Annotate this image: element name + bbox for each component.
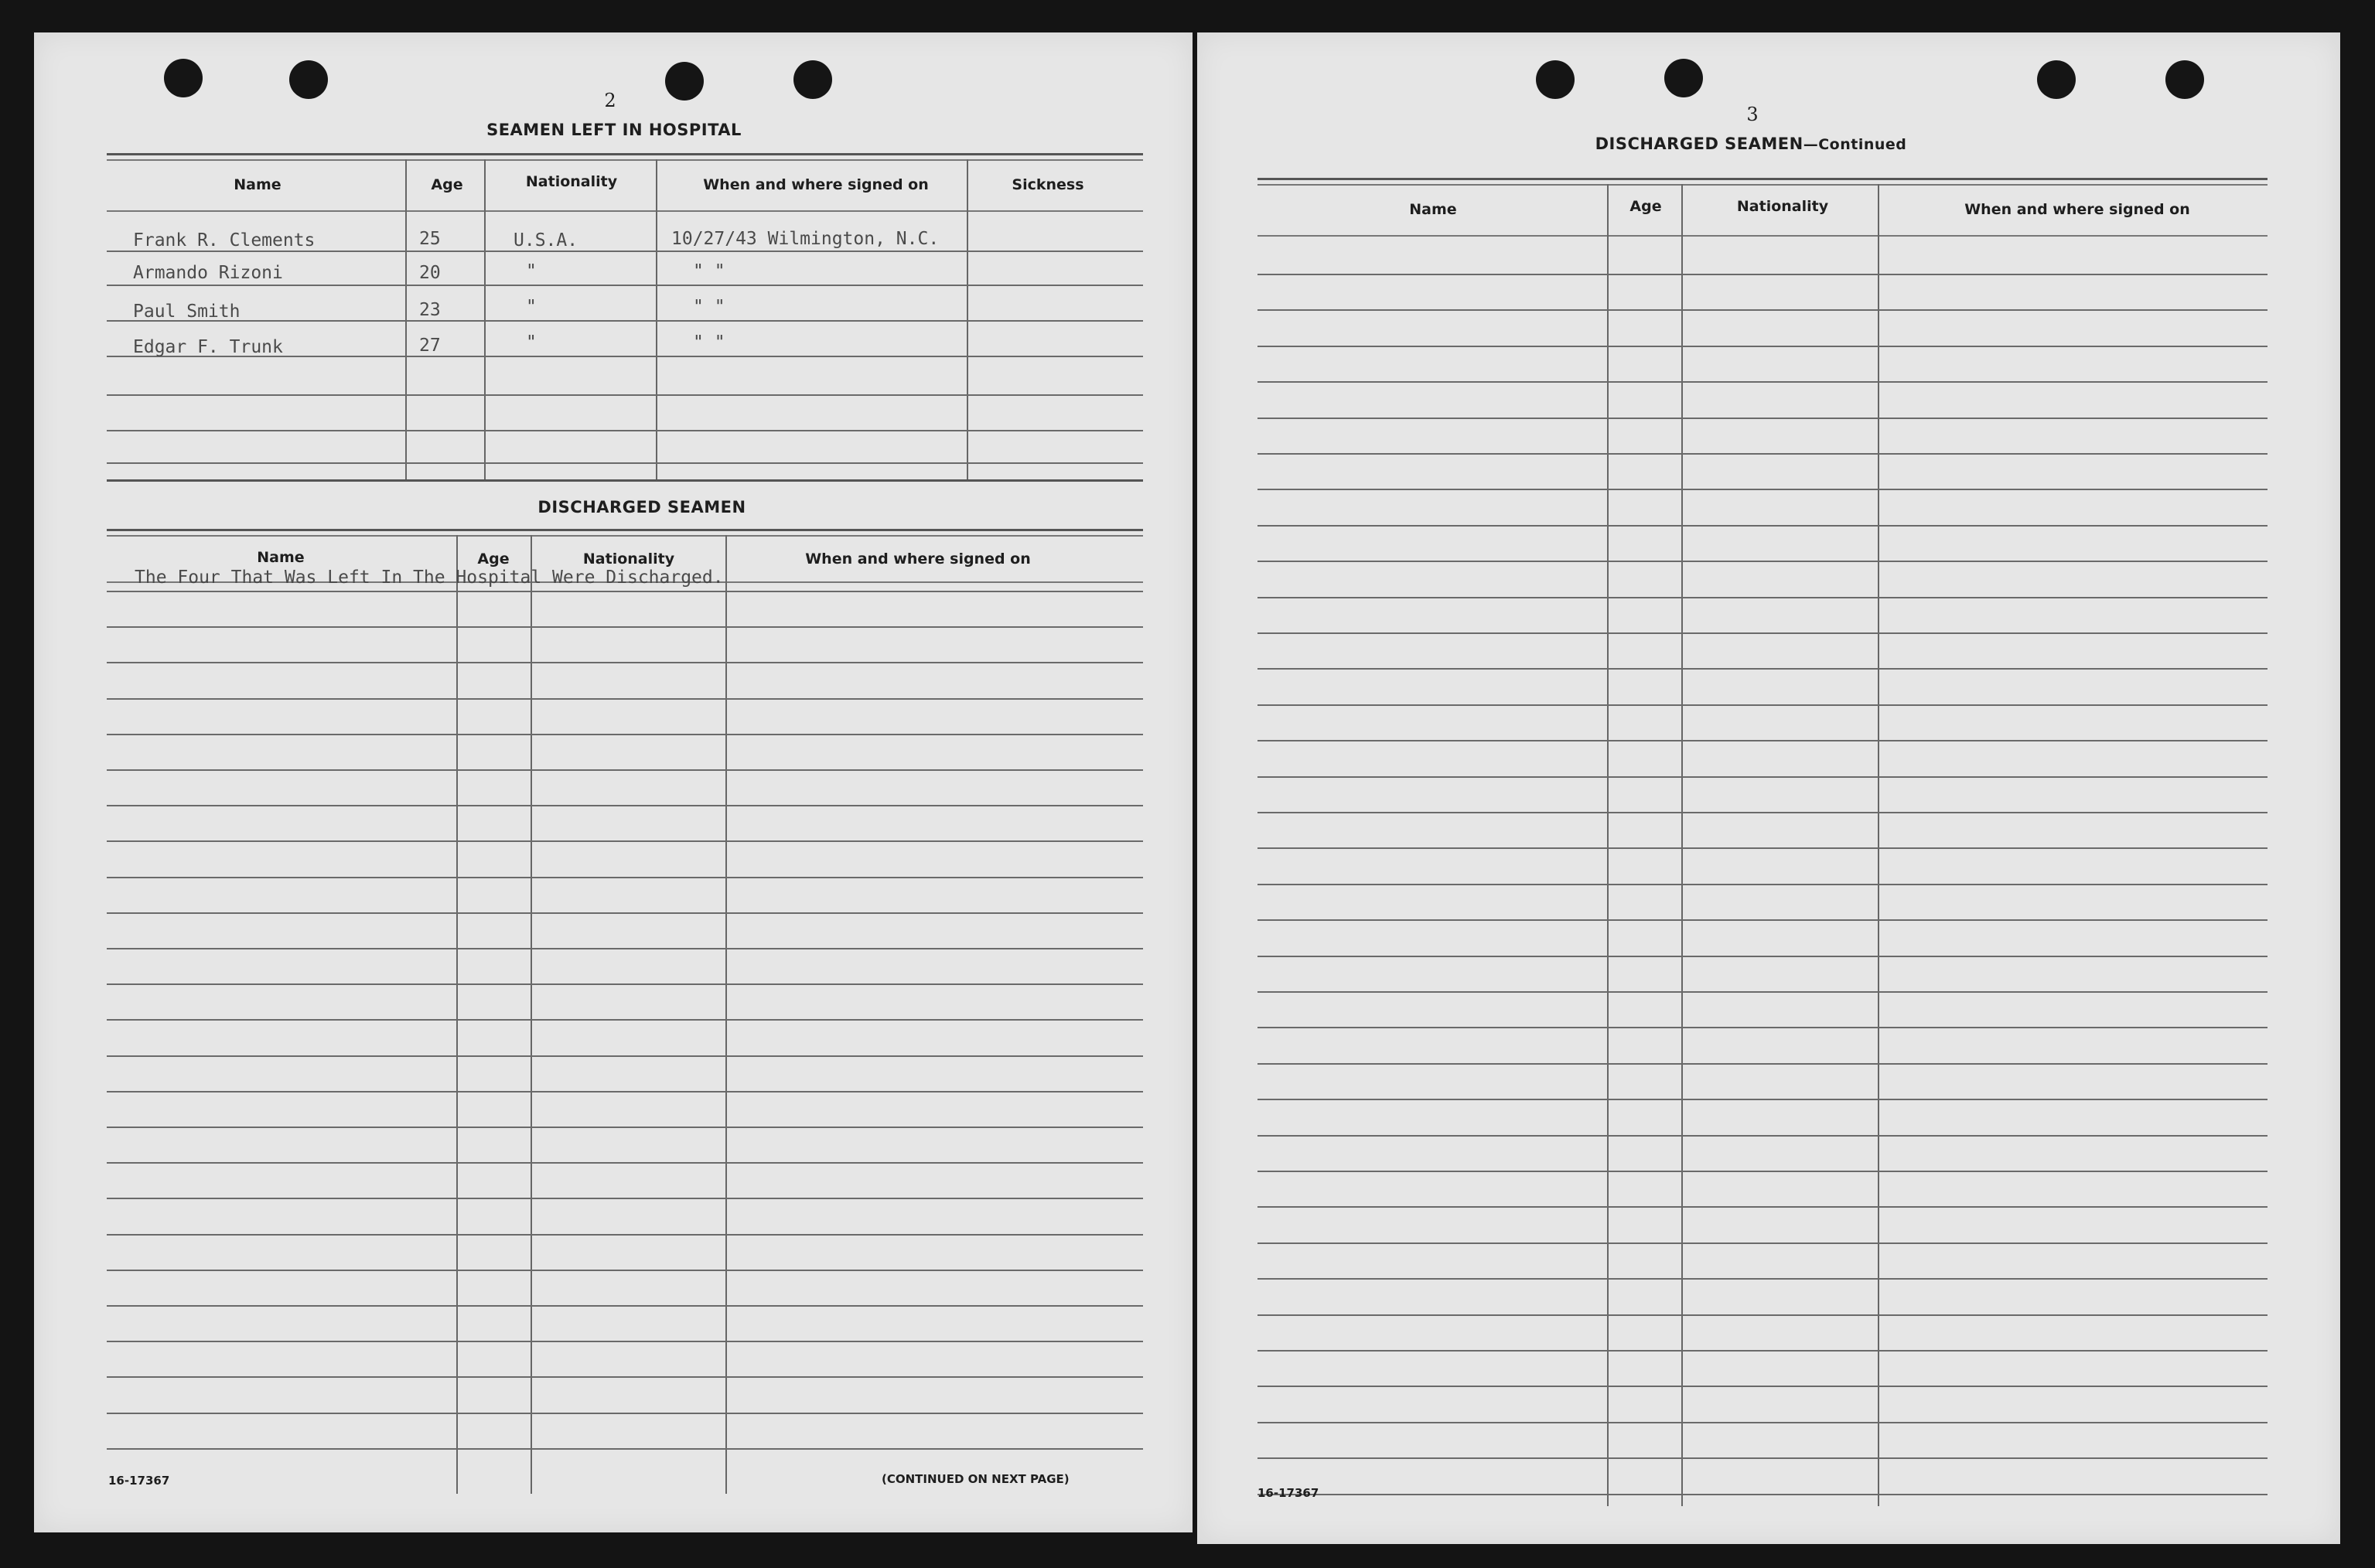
- seaman-nationality: ": [526, 261, 537, 281]
- col-header-age: Age: [477, 551, 510, 568]
- form-number: 16-17367: [1257, 1486, 1319, 1500]
- form-row-line: [1257, 381, 2268, 383]
- col-header-signed-on: When and where signed on: [703, 176, 929, 193]
- form-row-line: [107, 948, 1143, 949]
- form-row-line: [107, 1448, 1143, 1450]
- form-row-line: [1257, 884, 2268, 885]
- form-row-line: [1257, 418, 2268, 419]
- form-row-line: [107, 983, 1143, 985]
- punch-hole: [665, 62, 704, 101]
- col-header-signed-on: When and where signed on: [805, 551, 1031, 568]
- form-row-line: [107, 1091, 1143, 1092]
- punch-hole: [1536, 60, 1575, 99]
- punch-hole: [164, 59, 203, 97]
- form-row-line: [1257, 991, 2268, 993]
- form-row-line: [107, 626, 1143, 628]
- seaman-age: 23: [419, 300, 441, 320]
- col-header-nationality: Nationality: [1736, 198, 1829, 215]
- col-header-age: Age: [1629, 198, 1662, 215]
- seaman-nationality: U.S.A.: [514, 230, 578, 251]
- col-header-name: Name: [257, 549, 305, 566]
- form-row-line: [107, 1019, 1143, 1021]
- seaman-signed-on: 10/27/43 Wilmington, N.C.: [671, 229, 940, 249]
- form-row-line: [1257, 489, 2268, 490]
- form-row-line: [107, 1055, 1143, 1057]
- form-row-line: [1257, 561, 2268, 562]
- form-row-line: [107, 734, 1143, 735]
- form-row-line: [107, 840, 1143, 842]
- col-header-name: Name: [1409, 201, 1457, 218]
- form-row-line: [1257, 1386, 2268, 1387]
- title-main: DISCHARGED SEAMEN: [1595, 135, 1803, 153]
- form-row-line: [107, 805, 1143, 806]
- col-header-name: Name: [234, 176, 282, 193]
- form-row-line: [1257, 453, 2268, 455]
- hospital-section-title: SEAMEN LEFT IN HOSPITAL: [486, 121, 742, 139]
- seaman-nationality: ": [526, 332, 537, 353]
- discharge-note: The Four That Was Left In The Hospital Were Discharged.: [135, 568, 724, 588]
- right-page: [1197, 32, 2340, 1544]
- seaman-signed-on: " ": [693, 332, 725, 353]
- form-row-line: [1257, 274, 2268, 275]
- form-row-line: [1257, 1027, 2268, 1028]
- form-row-line: [107, 1305, 1143, 1307]
- form-row-line: [1257, 1099, 2268, 1100]
- form-row-line: [107, 1127, 1143, 1128]
- seaman-signed-on: " ": [693, 297, 725, 317]
- form-row-line: [1257, 812, 2268, 813]
- form-row-line: [1257, 309, 2268, 311]
- form-row-line: [1257, 632, 2268, 634]
- form-row-line: [107, 1413, 1143, 1414]
- form-row-line: [1257, 597, 2268, 598]
- form-row-line: [1257, 1171, 2268, 1172]
- form-row-line: [1257, 740, 2268, 741]
- seaman-nationality: ": [526, 297, 537, 317]
- form-row-line: [107, 877, 1143, 878]
- form-row-line: [107, 1376, 1143, 1378]
- form-row-line: [1257, 704, 2268, 706]
- continued-note: (CONTINUED ON NEXT PAGE): [882, 1472, 1070, 1486]
- form-row-line: [107, 1234, 1143, 1236]
- form-row-line: [1257, 919, 2268, 921]
- form-row-line: [1257, 1494, 2268, 1495]
- col-header-nationality: Nationality: [582, 551, 675, 568]
- seaman-age: 27: [419, 336, 441, 356]
- form-row-line: [1257, 1278, 2268, 1280]
- punch-hole: [289, 60, 328, 99]
- seaman-signed-on: " ": [693, 261, 725, 281]
- seaman-age: 25: [419, 229, 441, 249]
- seaman-name: Armando Rizoni: [133, 263, 283, 283]
- form-row-line: [1257, 668, 2268, 670]
- form-row-line: [1257, 1206, 2268, 1208]
- form-row-line: [107, 1198, 1143, 1199]
- form-row-line: [107, 662, 1143, 663]
- form-row-line: [107, 1341, 1143, 1342]
- form-row-line: [1257, 525, 2268, 527]
- page-number: 3: [1746, 104, 1759, 125]
- form-row-line: [1257, 346, 2268, 347]
- title-suffix: —Continued: [1803, 136, 1907, 153]
- form-row-line: [107, 1162, 1143, 1164]
- form-row-line: [107, 1270, 1143, 1271]
- form-row-line: [1257, 956, 2268, 957]
- seaman-name: Paul Smith: [133, 302, 241, 322]
- col-header-nationality: Nationality: [525, 173, 618, 190]
- page-number: 2: [604, 90, 616, 111]
- form-row-line: [1257, 1314, 2268, 1316]
- punch-hole: [1664, 59, 1703, 97]
- seaman-name: Edgar F. Trunk: [133, 337, 283, 357]
- seaman-name: Frank R. Clements: [133, 230, 316, 251]
- form-row-line: [107, 769, 1143, 771]
- form-row-line: [107, 591, 1143, 592]
- col-header-age: Age: [431, 176, 463, 193]
- left-page: [34, 32, 1193, 1532]
- punch-hole: [2165, 60, 2204, 99]
- form-row-line: [1257, 776, 2268, 778]
- form-row-line: [1257, 1135, 2268, 1137]
- form-row-line: [1257, 1350, 2268, 1352]
- seaman-age: 20: [419, 263, 441, 283]
- discharged-section-title: DISCHARGED SEAMEN: [537, 498, 746, 516]
- form-row-line: [1257, 1242, 2268, 1244]
- form-row-line: [107, 912, 1143, 914]
- punch-hole: [2037, 60, 2076, 99]
- form-number: 16-17367: [108, 1474, 170, 1488]
- discharged-continued-title: [1519, 135, 1983, 153]
- col-header-signed-on: When and where signed on: [1964, 201, 2190, 218]
- form-row-line: [1257, 847, 2268, 849]
- form-row-line: [107, 698, 1143, 700]
- col-header-sickness: Sickness: [1012, 176, 1084, 193]
- form-row-line: [1257, 1457, 2268, 1459]
- form-row-line: [1257, 1063, 2268, 1065]
- punch-hole: [793, 60, 832, 99]
- form-row-line: [1257, 1422, 2268, 1423]
